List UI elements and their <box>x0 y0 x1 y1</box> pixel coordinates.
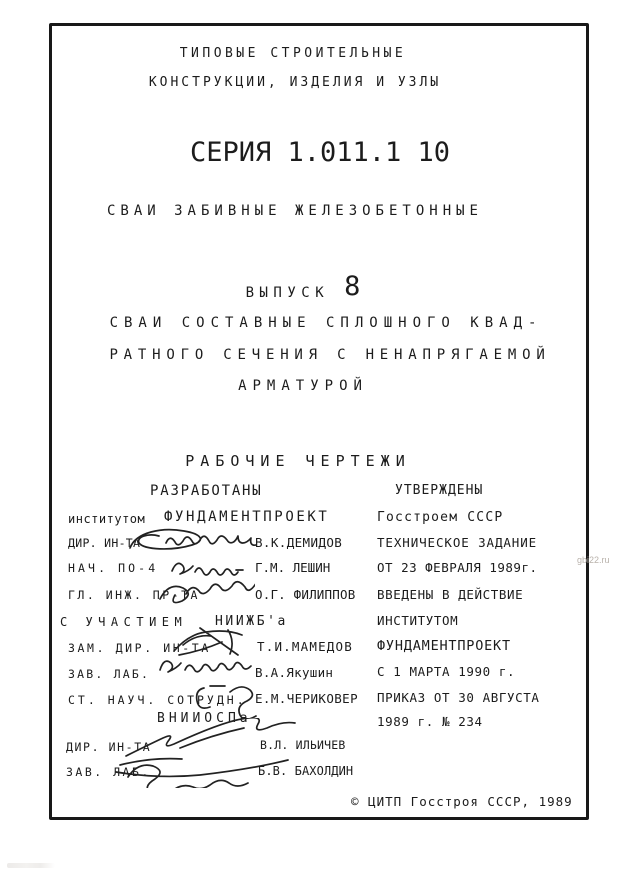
participation-org: НИИЖБ'а <box>215 614 288 629</box>
approved-line: ПРИКАЗ ОТ 30 АВГУСТА <box>377 690 540 705</box>
subject-title: СВАИ ЗАБИВНЫЕ ЖЕЛЕЗОБЕТОННЫЕ <box>106 203 483 219</box>
signatory-name: Т.И.МАМЕДОВ <box>257 639 353 654</box>
signatory-name: В.А.Якушин <box>255 665 334 680</box>
approved-line: ТЕХНИЧЕСКОЕ ЗАДАНИЕ <box>377 535 538 550</box>
header-line-1: ТИПОВЫЕ СТРОИТЕЛЬНЫЕ <box>179 46 407 61</box>
signatory-name: О.Г. ФИЛИППОВ <box>255 587 356 602</box>
signature-filippov <box>150 577 255 607</box>
approved-line: ОТ 23 ФЕВРАЛЯ 1989г. <box>377 560 538 575</box>
signatory-role: ЗАВ. ЛАБ. <box>66 765 151 779</box>
signatory-role: ДИР. ИН-ТА <box>68 536 141 550</box>
signatory-role: ДИР. ИН-ТА <box>66 740 152 754</box>
signatory-role: СТ. НАУЧ. СОТРУДН. <box>68 693 247 707</box>
signatory-role: НАЧ. ПО-4 <box>68 561 159 575</box>
header-line-2: КОНСТРУКЦИИ, ИЗДЕЛИЯ И УЗЛЫ <box>148 75 442 90</box>
approved-line: ВВЕДЕНЫ В ДЕЙСТВИЕ <box>377 587 524 602</box>
signature-demidov <box>122 524 257 558</box>
corner-smudge <box>7 863 55 868</box>
approved-line: 1989 г. № 234 <box>377 714 483 729</box>
issue-title-line-1: СВАИ СОСТАВНЫЕ СПЛОШНОГО КВАД- <box>109 315 543 331</box>
developed-org-name: ФУНДАМЕНТПРОЕКТ <box>164 509 330 525</box>
issue-heading <box>0 271 615 302</box>
signatory-role: ЗАВ. ЛАБ. <box>68 667 151 681</box>
signature-leshin <box>162 555 250 579</box>
signatory-role: ЗАМ. ДИР. ИН-ТА <box>68 641 211 655</box>
site-watermark: gbi22.ru <box>577 555 610 565</box>
doc-type-title: РАБОЧИЕ ЧЕРТЕЖИ <box>185 452 411 470</box>
developed-heading: РАЗРАБОТАНЫ <box>150 483 263 499</box>
signatory-name: Б.В. БАХОЛДИН <box>258 764 354 778</box>
issue-title-line-3: АРМАТУРОЙ <box>238 378 368 394</box>
signatory-name: В.Л. ИЛЬИЧЕВ <box>260 738 346 752</box>
signature-yakushin <box>150 652 255 680</box>
approved-line: ИНСТИТУТОМ <box>377 613 459 628</box>
copyright-line: © ЦИТП Госстроя СССР, 1989 <box>351 794 573 809</box>
signatory-name: В.К.ДЕМИДОВ <box>255 535 343 550</box>
issue-title-line-2: РАТНОГО СЕЧЕНИЯ С НЕНАПРЯГАЕМОЙ <box>109 347 551 363</box>
participation-label: С УЧАСТИЕМ <box>60 615 188 629</box>
developed-org-prefix: институтом <box>68 512 146 526</box>
signatory-role: ГЛ. ИНЖ. ПР-ТА <box>68 588 200 602</box>
approved-line: ФУНДАМЕНТПРОЕКТ <box>377 638 511 654</box>
series-title: СЕРИЯ 1.011.1 10 <box>189 137 451 168</box>
signatory-name: Е.М.ЧЕРИКОВЕР <box>255 691 359 706</box>
signatory-name: Г.М. ЛЕШИН <box>255 560 331 575</box>
issue-label: ВЫПУСК <box>245 284 330 301</box>
issue-number: 8 <box>344 271 361 302</box>
approved-org: Госстроем СССР <box>377 510 504 525</box>
approved-heading: УТВЕРЖДЕНЫ <box>395 483 484 498</box>
approved-line: С 1 МАРТА 1990 г. <box>377 664 516 679</box>
second-org: ВНИИОСПа <box>157 711 252 726</box>
